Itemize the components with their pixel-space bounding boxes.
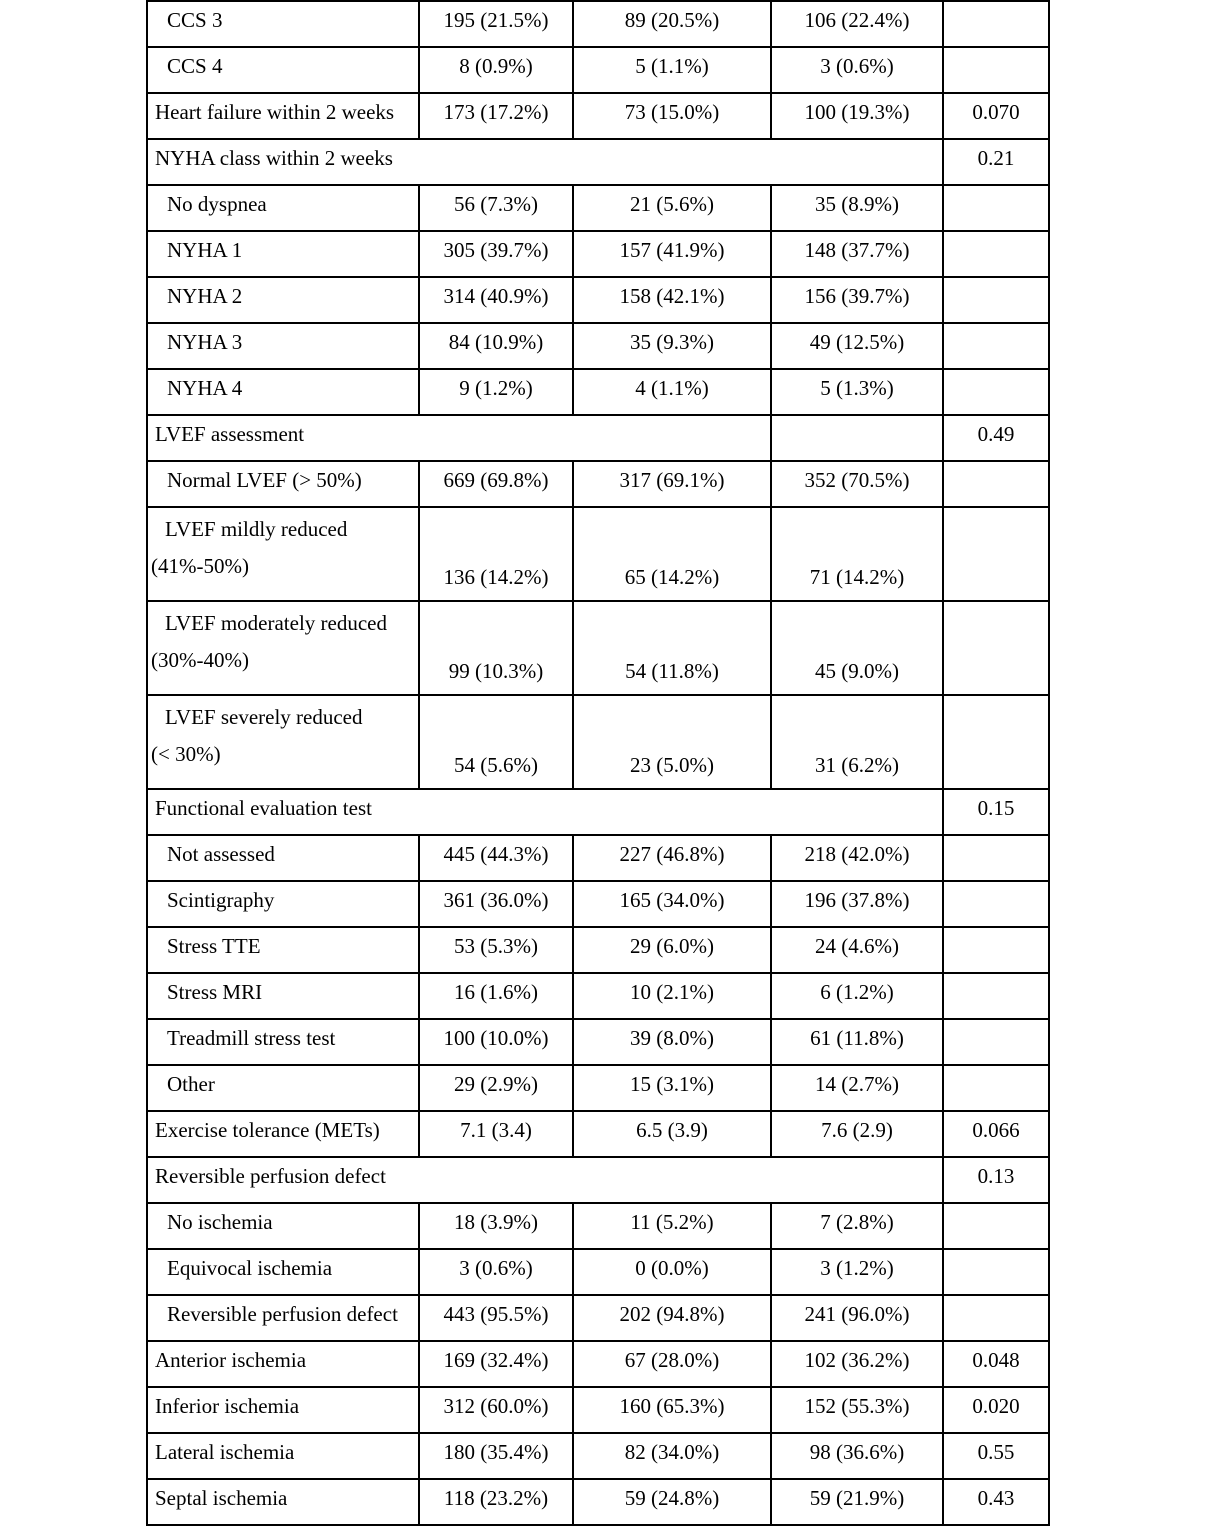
row-label-cell: Stress MRI	[147, 973, 419, 1019]
p-value-cell	[943, 47, 1049, 93]
row-label-line1: LVEF mildly reduced	[165, 517, 348, 541]
value-cell: 3 (0.6%)	[419, 1249, 573, 1295]
row-label-line2: (41%-50%)	[151, 554, 249, 578]
value-cell: 9 (1.2%)	[419, 369, 573, 415]
p-value-cell	[943, 1, 1049, 47]
value-cell: 361 (36.0%)	[419, 881, 573, 927]
value-cell: 160 (65.3%)	[573, 1387, 771, 1433]
table-row	[147, 369, 1049, 415]
value-cell: 148 (37.7%)	[771, 231, 943, 277]
value-cell: 29 (2.9%)	[419, 1065, 573, 1111]
value-cell: 82 (34.0%)	[573, 1433, 771, 1479]
row-label-cell: Exercise tolerance (METs)	[147, 1111, 419, 1157]
p-value-cell	[943, 1203, 1049, 1249]
value-cell: 54 (5.6%)	[419, 695, 573, 789]
table-row	[147, 1019, 1049, 1065]
row-label-cell: Heart failure within 2 weeks	[147, 93, 419, 139]
empty-cell	[771, 415, 943, 461]
section-label-cell: LVEF assessment	[147, 415, 771, 461]
p-value-cell: 0.13	[943, 1157, 1049, 1203]
row-label-cell: Stress TTE	[147, 927, 419, 973]
table-row	[147, 1157, 1049, 1203]
value-cell: 59 (24.8%)	[573, 1479, 771, 1525]
table-row	[147, 1433, 1049, 1479]
value-cell: 11 (5.2%)	[573, 1203, 771, 1249]
value-cell: 73 (15.0%)	[573, 93, 771, 139]
value-cell: 169 (32.4%)	[419, 1341, 573, 1387]
value-cell: 100 (19.3%)	[771, 93, 943, 139]
p-value-cell	[943, 695, 1049, 789]
table-row	[147, 1203, 1049, 1249]
table-row	[147, 1295, 1049, 1341]
p-value-cell: 0.048	[943, 1341, 1049, 1387]
value-cell: 314 (40.9%)	[419, 277, 573, 323]
p-value-cell	[943, 461, 1049, 507]
value-cell: 21 (5.6%)	[573, 185, 771, 231]
value-cell: 102 (36.2%)	[771, 1341, 943, 1387]
value-cell: 157 (41.9%)	[573, 231, 771, 277]
p-value-cell	[943, 323, 1049, 369]
value-cell: 4 (1.1%)	[573, 369, 771, 415]
p-value-cell	[943, 881, 1049, 927]
value-cell: 15 (3.1%)	[573, 1065, 771, 1111]
row-label-line2: (30%-40%)	[151, 648, 249, 672]
row-label-cell	[147, 507, 419, 601]
value-cell: 106 (22.4%)	[771, 1, 943, 47]
table-row	[147, 1065, 1049, 1111]
p-value-cell: 0.070	[943, 93, 1049, 139]
row-label-cell: Normal LVEF (> 50%)	[147, 461, 419, 507]
value-cell: 61 (11.8%)	[771, 1019, 943, 1065]
value-cell: 173 (17.2%)	[419, 93, 573, 139]
table-row	[147, 1249, 1049, 1295]
value-cell: 7 (2.8%)	[771, 1203, 943, 1249]
value-cell: 56 (7.3%)	[419, 185, 573, 231]
value-cell: 180 (35.4%)	[419, 1433, 573, 1479]
table-row	[147, 881, 1049, 927]
table-row	[147, 1387, 1049, 1433]
p-value-cell	[943, 185, 1049, 231]
p-value-cell	[943, 973, 1049, 1019]
row-label-line1: LVEF moderately reduced	[165, 611, 387, 635]
table-row	[147, 93, 1049, 139]
p-value-cell: 0.55	[943, 1433, 1049, 1479]
value-cell: 99 (10.3%)	[419, 601, 573, 695]
p-value-cell: 0.15	[943, 789, 1049, 835]
p-value-cell: 0.43	[943, 1479, 1049, 1525]
row-label-cell: Not assessed	[147, 835, 419, 881]
value-cell: 18 (3.9%)	[419, 1203, 573, 1249]
table-row	[147, 507, 1049, 601]
p-value-cell: 0.21	[943, 139, 1049, 185]
row-label-cell	[147, 601, 419, 695]
p-value-cell	[943, 601, 1049, 695]
value-cell: 443 (95.5%)	[419, 1295, 573, 1341]
value-cell: 158 (42.1%)	[573, 277, 771, 323]
value-cell: 53 (5.3%)	[419, 927, 573, 973]
value-cell: 241 (96.0%)	[771, 1295, 943, 1341]
value-cell: 31 (6.2%)	[771, 695, 943, 789]
value-cell: 49 (12.5%)	[771, 323, 943, 369]
p-value-cell	[943, 507, 1049, 601]
table-row	[147, 1111, 1049, 1157]
value-cell: 165 (34.0%)	[573, 881, 771, 927]
row-label-cell: CCS 4	[147, 47, 419, 93]
value-cell: 98 (36.6%)	[771, 1433, 943, 1479]
value-cell: 0 (0.0%)	[573, 1249, 771, 1295]
row-label-cell: NYHA 3	[147, 323, 419, 369]
value-cell: 35 (9.3%)	[573, 323, 771, 369]
row-label-cell: NYHA 2	[147, 277, 419, 323]
table-row	[147, 927, 1049, 973]
table-body	[147, 1, 1049, 1525]
value-cell: 195 (21.5%)	[419, 1, 573, 47]
value-cell: 3 (1.2%)	[771, 1249, 943, 1295]
row-label-cell: CCS 3	[147, 1, 419, 47]
row-label-line2: (< 30%)	[151, 742, 221, 766]
table-row	[147, 835, 1049, 881]
value-cell: 218 (42.0%)	[771, 835, 943, 881]
value-cell: 5 (1.1%)	[573, 47, 771, 93]
value-cell: 16 (1.6%)	[419, 973, 573, 1019]
table-row	[147, 185, 1049, 231]
row-label-line1: LVEF severely reduced	[165, 705, 363, 729]
value-cell: 65 (14.2%)	[573, 507, 771, 601]
row-label-cell: Scintigraphy	[147, 881, 419, 927]
p-value-cell	[943, 1065, 1049, 1111]
value-cell: 54 (11.8%)	[573, 601, 771, 695]
value-cell: 89 (20.5%)	[573, 1, 771, 47]
value-cell: 24 (4.6%)	[771, 927, 943, 973]
row-label-cell: Other	[147, 1065, 419, 1111]
table-row	[147, 461, 1049, 507]
p-value-cell	[943, 835, 1049, 881]
p-value-cell: 0.066	[943, 1111, 1049, 1157]
value-cell: 5 (1.3%)	[771, 369, 943, 415]
table-row	[147, 231, 1049, 277]
value-cell: 23 (5.0%)	[573, 695, 771, 789]
value-cell: 317 (69.1%)	[573, 461, 771, 507]
row-label-cell: Reversible perfusion defect	[147, 1295, 419, 1341]
p-value-cell	[943, 1295, 1049, 1341]
p-value-cell: 0.49	[943, 415, 1049, 461]
table-row	[147, 47, 1049, 93]
p-value-cell	[943, 231, 1049, 277]
value-cell: 156 (39.7%)	[771, 277, 943, 323]
value-cell: 35 (8.9%)	[771, 185, 943, 231]
value-cell: 136 (14.2%)	[419, 507, 573, 601]
table-row	[147, 1479, 1049, 1525]
characteristics-table	[146, 0, 1050, 1526]
value-cell: 7.1 (3.4)	[419, 1111, 573, 1157]
value-cell: 100 (10.0%)	[419, 1019, 573, 1065]
value-cell: 84 (10.9%)	[419, 323, 573, 369]
section-label-cell: Reversible perfusion defect	[147, 1157, 943, 1203]
value-cell: 8 (0.9%)	[419, 47, 573, 93]
row-label-cell: No dyspnea	[147, 185, 419, 231]
value-cell: 445 (44.3%)	[419, 835, 573, 881]
value-cell: 305 (39.7%)	[419, 231, 573, 277]
row-label-cell: Inferior ischemia	[147, 1387, 419, 1433]
value-cell: 45 (9.0%)	[771, 601, 943, 695]
value-cell: 59 (21.9%)	[771, 1479, 943, 1525]
value-cell: 71 (14.2%)	[771, 507, 943, 601]
document-page	[146, 0, 1050, 1526]
row-label-cell: Anterior ischemia	[147, 1341, 419, 1387]
table-row	[147, 695, 1049, 789]
value-cell: 3 (0.6%)	[771, 47, 943, 93]
table-row	[147, 601, 1049, 695]
value-cell: 6 (1.2%)	[771, 973, 943, 1019]
table-row	[147, 973, 1049, 1019]
value-cell: 10 (2.1%)	[573, 973, 771, 1019]
value-cell: 6.5 (3.9)	[573, 1111, 771, 1157]
value-cell: 152 (55.3%)	[771, 1387, 943, 1433]
table-row	[147, 139, 1049, 185]
value-cell: 352 (70.5%)	[771, 461, 943, 507]
section-label-cell: NYHA class within 2 weeks	[147, 139, 943, 185]
value-cell: 669 (69.8%)	[419, 461, 573, 507]
value-cell: 67 (28.0%)	[573, 1341, 771, 1387]
table-row	[147, 415, 1049, 461]
value-cell: 202 (94.8%)	[573, 1295, 771, 1341]
row-label-cell: NYHA 1	[147, 231, 419, 277]
row-label-cell: NYHA 4	[147, 369, 419, 415]
row-label-cell	[147, 695, 419, 789]
p-value-cell	[943, 927, 1049, 973]
table-row	[147, 1341, 1049, 1387]
table-row	[147, 277, 1049, 323]
p-value-cell	[943, 369, 1049, 415]
value-cell: 29 (6.0%)	[573, 927, 771, 973]
row-label-cell: Lateral ischemia	[147, 1433, 419, 1479]
table-row	[147, 789, 1049, 835]
section-label-cell: Functional evaluation test	[147, 789, 943, 835]
table-row	[147, 323, 1049, 369]
value-cell: 312 (60.0%)	[419, 1387, 573, 1433]
row-label-cell: Equivocal ischemia	[147, 1249, 419, 1295]
row-label-cell: Treadmill stress test	[147, 1019, 419, 1065]
value-cell: 7.6 (2.9)	[771, 1111, 943, 1157]
value-cell: 227 (46.8%)	[573, 835, 771, 881]
value-cell: 39 (8.0%)	[573, 1019, 771, 1065]
p-value-cell	[943, 1019, 1049, 1065]
row-label-cell: Septal ischemia	[147, 1479, 419, 1525]
p-value-cell	[943, 277, 1049, 323]
value-cell: 196 (37.8%)	[771, 881, 943, 927]
value-cell: 14 (2.7%)	[771, 1065, 943, 1111]
value-cell: 118 (23.2%)	[419, 1479, 573, 1525]
p-value-cell: 0.020	[943, 1387, 1049, 1433]
row-label-cell: No ischemia	[147, 1203, 419, 1249]
p-value-cell	[943, 1249, 1049, 1295]
table-row	[147, 1, 1049, 47]
